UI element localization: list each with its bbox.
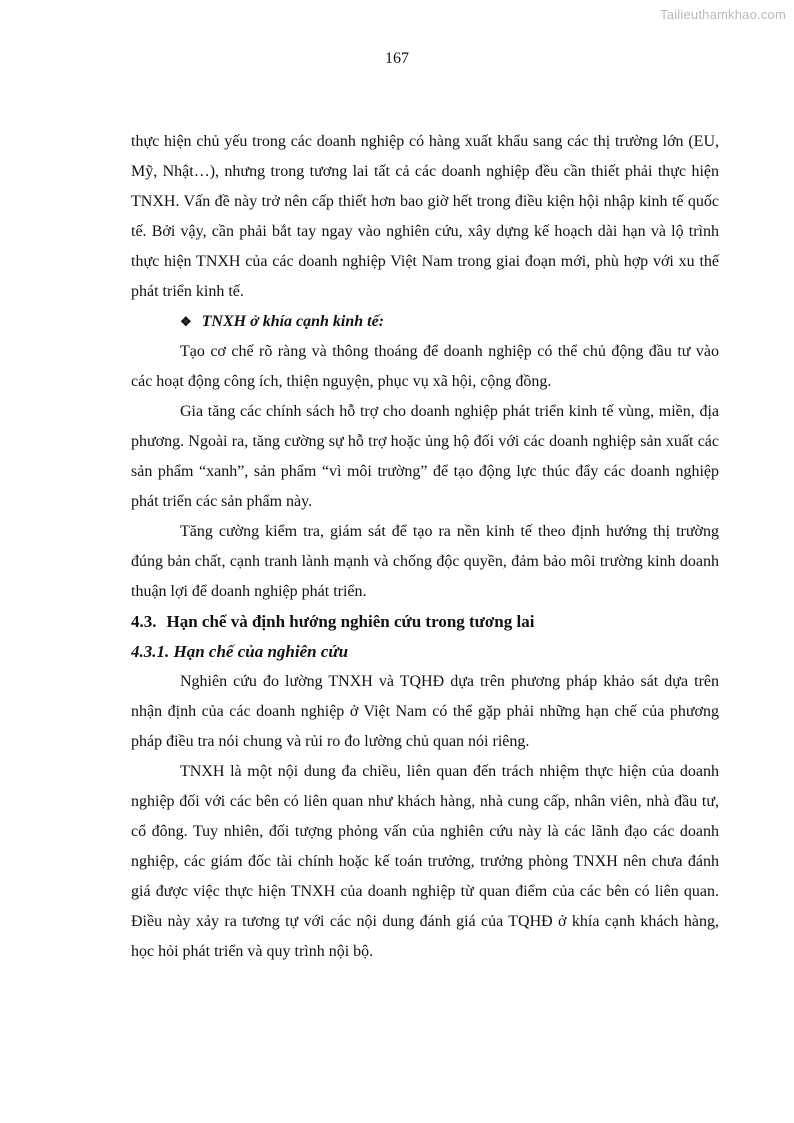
section-title: Hạn chế và định hướng nghiên cứu trong tương lai bbox=[166, 612, 535, 631]
section-heading bbox=[131, 607, 719, 637]
paragraph: Tăng cường kiểm tra, giám sát để tạo ra nền kinh tế theo định hướng thị trường đúng bản chất, cạnh tranh lành mạnh và chống độc quyền, đảm bảo môi trường kinh doanh thuận lợi để doanh nghiệp phát triển. bbox=[131, 523, 719, 600]
paragraph: Nghiên cứu đo lường TNXH và TQHĐ dựa trên phương pháp khảo sát dựa trên nhận định của các doanh nghiệp ở Việt Nam có thể gặp phải những hạn chế của phương pháp điều tra nói chung và rủi ro đo lường chủ quan nói riêng. bbox=[131, 673, 719, 750]
paragraph: Gia tăng các chính sách hỗ trợ cho doanh nghiệp phát triển kinh tế vùng, miền, địa phương. Ngoài ra, tăng cường sự hỗ trợ hoặc ủng hộ đối với các doanh nghiệp sản xuất các sản phẩm “xanh”, sản phẩm “vì môi trường” để tạo động lực thúc đẩy các doanh nghiệp phát triển các sản phẩm này. bbox=[131, 403, 719, 510]
document-body bbox=[131, 127, 719, 967]
section-number: 4.3. bbox=[131, 612, 157, 631]
diamond-bullet-icon: ❖ bbox=[180, 314, 192, 329]
bullet-heading bbox=[131, 307, 719, 337]
paragraph-continuation: thực hiện chủ yếu trong các doanh nghiệp có hàng xuất khẩu sang các thị trường lớn (EU, Mỹ, Nhật…), nhưng trong tương lai tất cả các doanh nghiệp đều cần thiết phải thực hiện TNXH. Vấn đề này trở nên cấp thiết hơn bao giờ hết trong điều kiện hội nhập kinh tế quốc tế. Bởi vậy, cần phải bắt tay ngay vào nghiên cứu, xây dựng kế hoạch dài hạn và lộ trình thực hiện TNXH của các doanh nghiệp Việt Nam trong giai đoạn mới, phù hợp với xu thế phát triển kinh tế. bbox=[131, 133, 719, 300]
page-number: 167 bbox=[385, 50, 409, 67]
watermark: Tailieuthamkhao.com bbox=[660, 7, 786, 22]
paragraph: TNXH là một nội dung đa chiều, liên quan đến trách nhiệm thực hiện của doanh nghiệp đối với các bên có liên quan như khách hàng, nhà cung cấp, nhân viên, nhà đầu tư, cổ đông. Tuy nhiên, đối tượng phỏng vấn của nghiên cứu này là các lãnh đạo các doanh nghiệp, các giám đốc tài chính hoặc kế toán trưởng, trưởng phòng TNXH nên chưa đánh giá được việc thực hiện TNXH của doanh nghiệp từ quan điểm của các bên có liên quan. Điều này xảy ra tương tự với các nội dung đánh giá của TQHĐ ở khía cạnh khách hàng, học hỏi phát triển và quy trình nội bộ. bbox=[131, 763, 719, 960]
paragraph: Tạo cơ chế rõ ràng và thông thoáng để doanh nghiệp có thể chủ động đầu tư vào các hoạt động công ích, thiện nguyện, phục vụ xã hội, cộng đồng. bbox=[131, 343, 719, 390]
bullet-heading-text: TNXH ở khía cạnh kinh tế: bbox=[201, 313, 385, 330]
subsection-heading: 4.3.1. Hạn chế của nghiên cứu bbox=[131, 642, 349, 661]
